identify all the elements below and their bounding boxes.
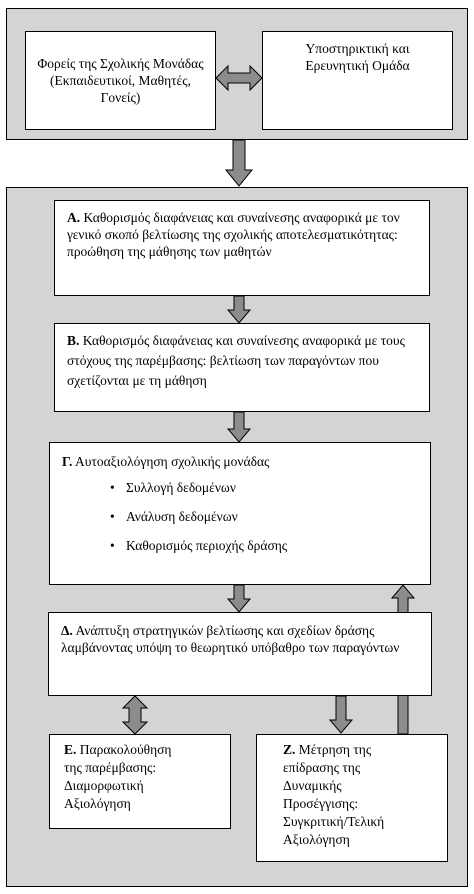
step-a-label: Α.	[67, 210, 81, 225]
step-z-text: Μέτρηση της επίδρασης της Δυναμικής Προσέγγισης: Συγκριτική/Τελική Αξιολόγηση	[283, 742, 385, 847]
down-arrow-icon	[228, 412, 250, 442]
down-arrow-icon	[228, 296, 250, 323]
down-arrow-icon	[330, 696, 352, 733]
step-a-box	[54, 200, 430, 296]
down-arrow-icon	[226, 140, 252, 186]
step-c-label: Γ.	[62, 454, 73, 469]
school-stakeholders-text: Φορείς της Σχολικής Μονάδας (Εκπαιδευτικοί, Μαθητές, Γονείς)	[37, 56, 204, 105]
step-b-box	[54, 323, 430, 412]
step-e-box	[49, 734, 231, 829]
support-team-text: Υποστηρικτική και Ερευνητική Ομάδα	[305, 41, 410, 73]
step-c-box	[49, 442, 431, 585]
step-d-text: Ανάπτυξη στρατηγικών βελτίωσης και σχεδίων δράσης λαμβάνοντας υπόψη το θεωρητικό υπόβαθρο των παραγόντων	[61, 623, 400, 655]
step-z-label: Ζ.	[283, 742, 296, 757]
list-item: • Συλλογή δεδομένων	[110, 480, 236, 495]
school-stakeholders-box	[25, 31, 216, 130]
support-team-box	[262, 31, 453, 130]
double-arrow-icon	[216, 66, 262, 90]
list-item: • Ανάλυση δεδομένων	[110, 509, 238, 524]
step-c-text: Αυτοαξιολόγηση σχολικής μονάδας	[74, 454, 270, 469]
step-b-label: Β.	[67, 333, 80, 348]
down-arrow-icon	[228, 585, 250, 612]
step-d-label: Δ.	[61, 623, 73, 638]
bullet-text: Καθορισμός περιοχής δράσης	[126, 538, 288, 553]
list-item: • Καθορισμός περιοχής δράσης	[110, 538, 288, 553]
bullet-text: Συλλογή δεδομένων	[126, 480, 236, 495]
double-arrow-icon	[123, 696, 147, 734]
step-d-box	[48, 612, 432, 696]
step-e-text: Παρακολούθηση της παρέμβασης: Διαμορφωτική Αξιολόγηση	[64, 742, 172, 811]
step-b-text: Καθορισμός διαφάνειας και συναίνεσης αναφορικά με τους στόχους της παρέμβασης: βελτίωση των παραγόντων που σχετίζονται με τη μάθηση	[67, 333, 405, 388]
step-e-label: Ε.	[64, 742, 77, 757]
step-z-box	[256, 734, 448, 862]
bullet-text: Ανάλυση δεδομένων	[126, 509, 238, 524]
step-a-text: Καθορισμός διαφάνειας και συναίνεσης αναφορικά με τον γενικό σκοπό βελτίωσης της σχολικής αποτελεσματικότητας: προώθηση της μάθησης των μαθητών	[67, 210, 400, 259]
